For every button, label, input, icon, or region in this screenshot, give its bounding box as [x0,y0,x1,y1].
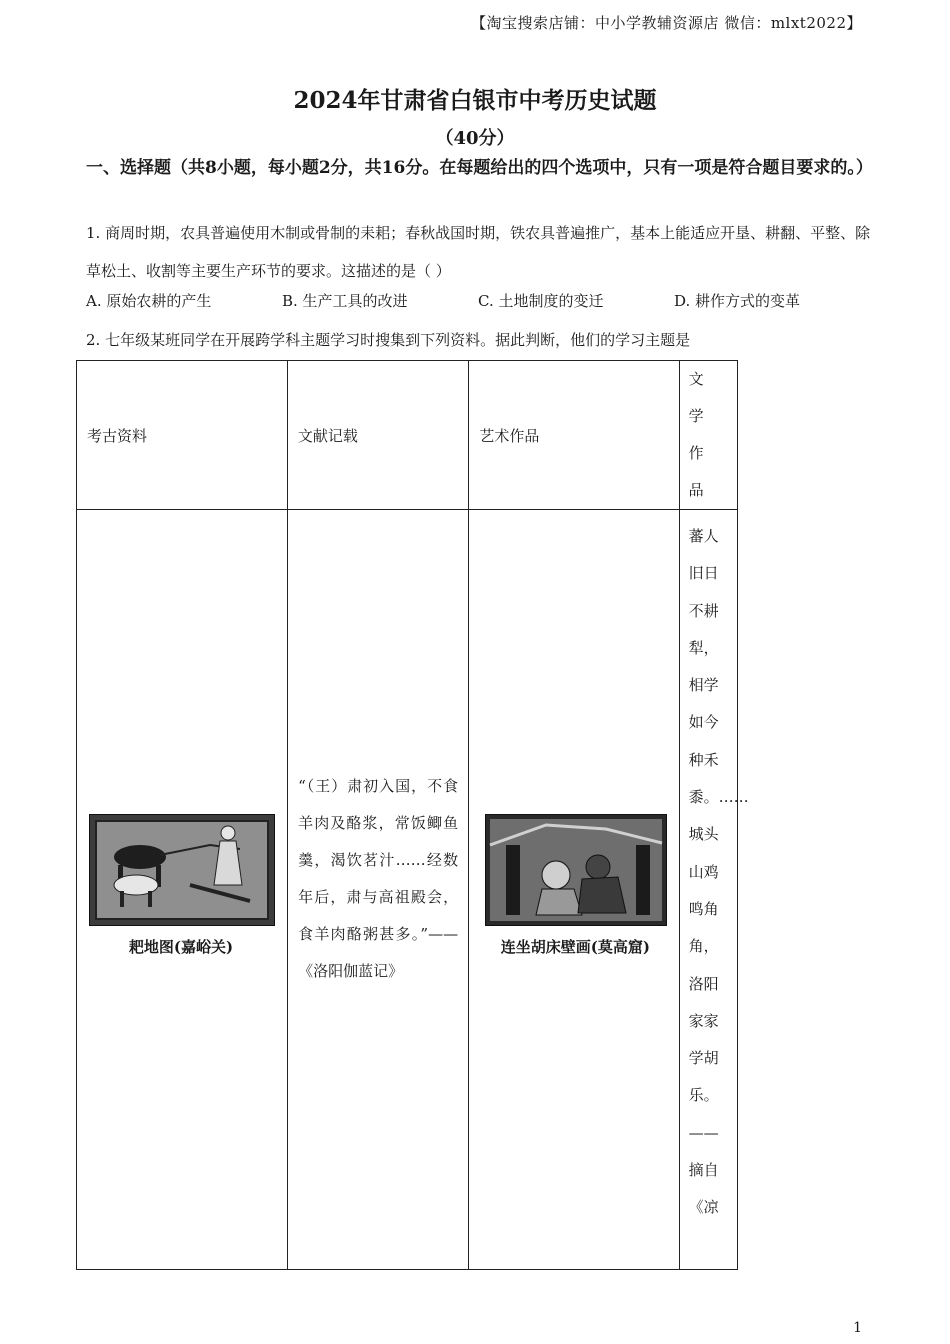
archaeology-cell [77,510,288,1270]
literature-cell [680,510,749,1270]
header-note: 【淘宝搜索店铺：中小学教辅资源店 微信：mlxt2022】 [471,14,862,32]
plowing-mural-image [89,814,275,926]
mogao-mural-image [485,814,667,926]
score-note: （40分） [435,128,515,149]
source-table [76,360,749,1270]
option-b: B. 生产工具的改进 [282,292,408,310]
question-2-text: 2. 七年级某班同学在开展跨学科主题学习时搜集到下列资料。据此判断，他们的学习主题是 [86,331,691,349]
page-number: 1 [853,1320,862,1336]
option-a: A. 原始农耕的产生 [86,292,212,310]
header-art: 艺术作品 [469,361,680,510]
document-cell [287,510,468,1270]
header-archaeology: 考古资料 [77,361,288,510]
header-documents: 文献记载 [287,361,468,510]
art-cell [469,510,680,1270]
header-literature: 文学作品 [680,361,738,510]
art-caption: 连坐胡床壁画(莫高窟) [500,938,650,956]
question-1-options [86,290,876,311]
luoyang-quote: “（王）肃初入国，不食羊肉及酪浆，常饭鲫鱼羹，渴饮茗汁……经数年后，肃与高祖殿会，食羊肉酪粥甚多。”——《洛阳伽蓝记》 [298,777,459,980]
archaeology-caption: 耙地图(嘉峪关) [128,938,234,956]
literature-poem: 蕃人旧日不耕犁，相学如今种禾黍。……城头山鸡鸣角角，洛阳家家学胡乐。——摘自《凉 [688,527,749,1217]
section-heading: 一、选择题（共8小题，每小题2分，共16分。在每题给出的四个选项中，只有一项是符合题目要求的。） [86,158,873,178]
page-title: 2024年甘肃省白银市中考历史试题 [293,87,657,114]
option-c: C. 土地制度的变迁 [478,292,604,310]
option-d: D. 耕作方式的变革 [674,292,801,310]
question-1-text: 1. 商周时期，农具普遍使用木制或骨制的耒耜；春秋战国时期，铁农具普遍推广，基本上能适应开垦、耕翻、平整、除草松土、收割等主要生产环节的要求。这描述的是（ ） [86,224,871,280]
